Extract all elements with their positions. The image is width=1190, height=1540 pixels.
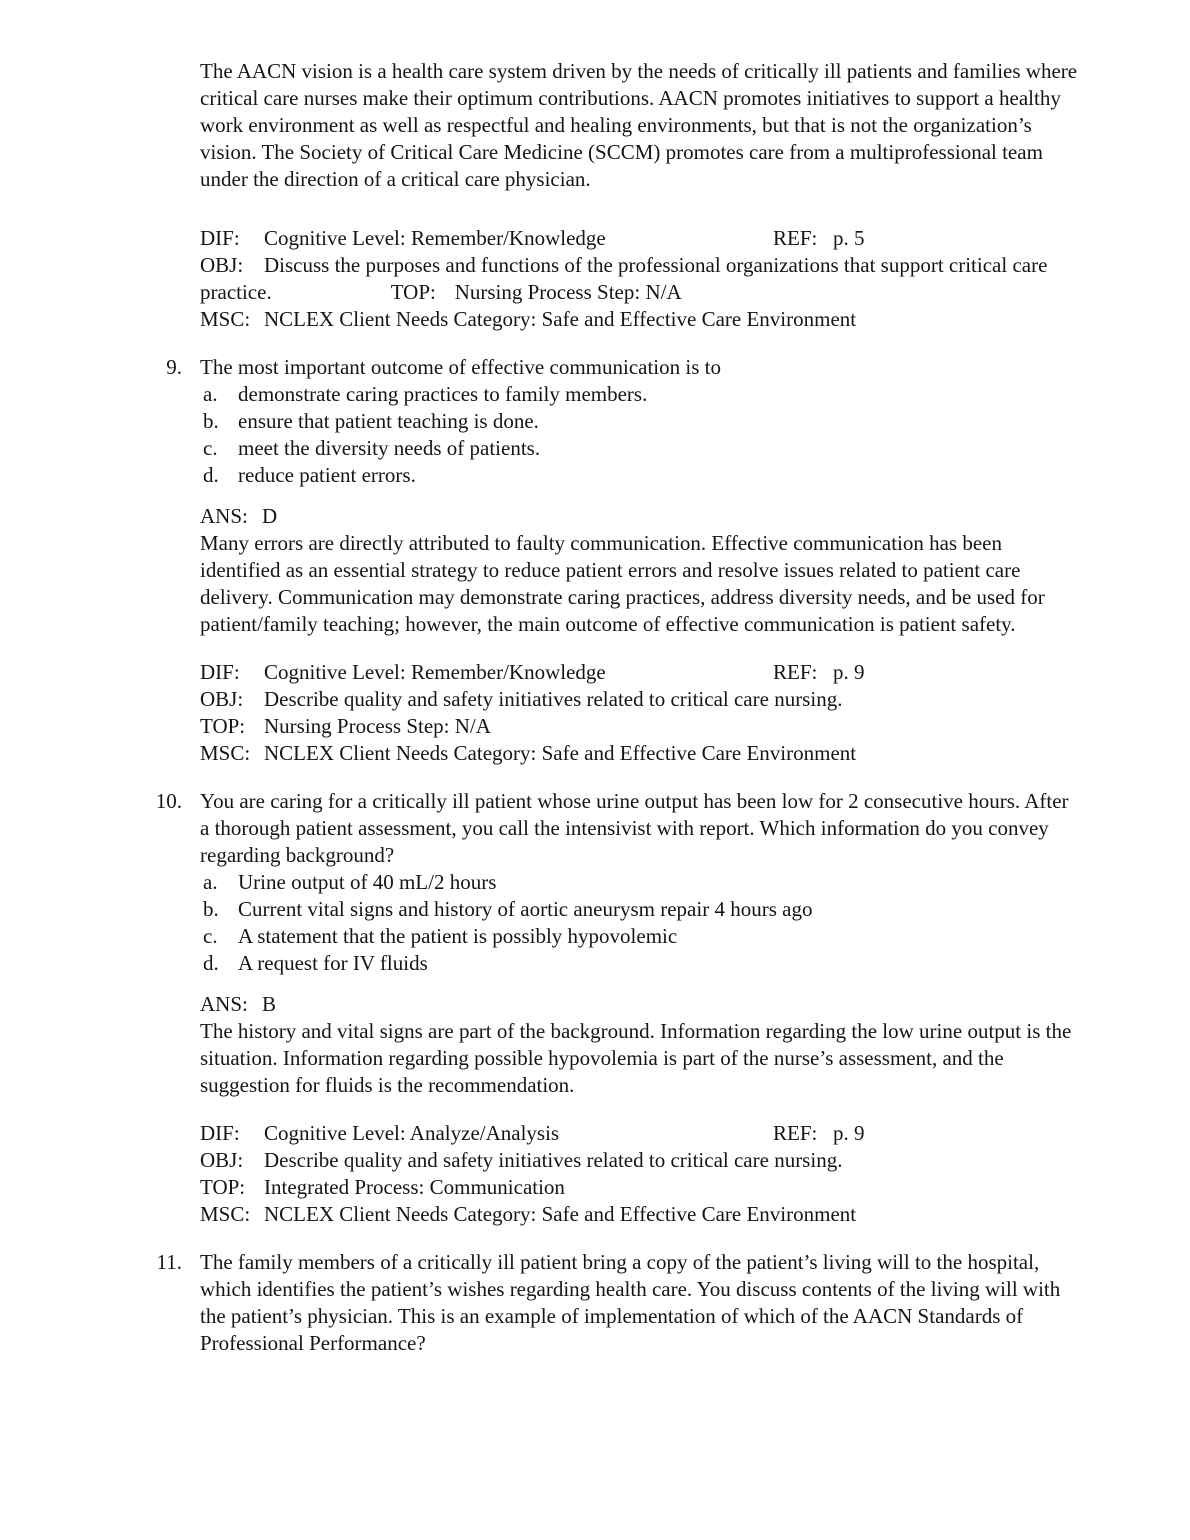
obj-value: Describe quality and safety initiatives related to critical care nursing.: [264, 687, 843, 711]
ans-label: ANS:: [200, 504, 248, 528]
top-value: Nursing Process Step: N/A: [454, 280, 682, 304]
msc-label: MSC:: [200, 307, 251, 331]
option-letter: d.: [203, 951, 219, 975]
meta-line-top: [200, 1174, 1082, 1201]
option-letter: b.: [203, 897, 219, 921]
top-value: Integrated Process: Communication: [264, 1175, 565, 1199]
meta-line-msc: [200, 740, 1082, 767]
dif-value: Cognitive Level: Remember/Knowledge: [264, 660, 606, 684]
ref-value: p. 9: [833, 1121, 865, 1145]
option-c: [200, 435, 1082, 462]
option-text: A statement that the patient is possibly hypovolemic: [238, 924, 678, 948]
question-10-stem-row: [152, 788, 1082, 869]
option-c: [200, 923, 1082, 950]
option-b: [200, 896, 1082, 923]
question-9: [166, 354, 1082, 489]
answer-10-block: [200, 991, 1082, 1099]
option-letter: b.: [203, 409, 219, 433]
answer-rationale: The history and vital signs are part of the background. Information regarding the low urine output is the situation. Information regarding possible hypovolemia is part of the nurse’s assessment, and the suggestion for fluids is the recommendation.: [200, 1019, 1072, 1097]
option-text: A request for IV fluids: [238, 951, 428, 975]
ref-label: REF:: [773, 660, 818, 684]
ref-value: p. 5: [833, 226, 865, 250]
obj-value: Describe quality and safety initiatives related to critical care nursing.: [264, 1148, 843, 1172]
page-content: [155, 58, 1082, 1357]
answer-9-block: [200, 503, 1082, 638]
option-letter: a.: [203, 382, 218, 406]
carryover-meta-block: [200, 225, 1082, 333]
carryover-rationale-paragraph: The AACN vision is a health care system driven by the needs of critically ill patients and families where critical care nurses make their optimum contributions. AACN promotes initiatives to support a healthy work environment as well as respectful and healing environments, but that is not the organization’s vision. The Society of Critical Care Medicine (SCCM) promotes care from a multiprofessional team under the direction of a critical care physician.: [200, 59, 1078, 191]
ref-group: [773, 1120, 865, 1147]
msc-value: NCLEX Client Needs Category: Safe and Effective Care Environment: [264, 307, 857, 331]
ref-group: [773, 659, 865, 686]
meta-line-msc: [200, 1201, 1082, 1228]
option-a: [200, 869, 1082, 896]
meta-line-dif: [200, 225, 1082, 252]
option-text: Urine output of 40 mL/2 hours: [238, 870, 497, 894]
obj-label: OBJ:: [200, 687, 244, 711]
option-letter: a.: [203, 870, 218, 894]
question-stem: The most important outcome of effective communication is to: [200, 355, 721, 379]
option-letter: c.: [203, 436, 218, 460]
ref-label: REF:: [773, 226, 818, 250]
option-a: [200, 381, 1082, 408]
ref-group: [773, 225, 865, 252]
msc-value: NCLEX Client Needs Category: Safe and Effective Care Environment: [264, 1202, 857, 1226]
msc-value: NCLEX Client Needs Category: Safe and Effective Care Environment: [264, 741, 857, 765]
obj-label: OBJ:: [200, 253, 244, 277]
meta-line-top: [200, 713, 1082, 740]
option-text: meet the diversity needs of patients.: [238, 436, 541, 460]
question-number: 9.: [166, 355, 182, 379]
option-letter: c.: [203, 924, 218, 948]
dif-value: Cognitive Level: Remember/Knowledge: [264, 226, 606, 250]
dif-label: DIF:: [200, 660, 240, 684]
meta-line-obj: [200, 1147, 1082, 1174]
option-text: reduce patient errors.: [238, 463, 416, 487]
option-text: ensure that patient teaching is done.: [238, 409, 539, 433]
option-letter: d.: [203, 463, 219, 487]
top-label: TOP:: [390, 280, 436, 304]
option-b: [200, 408, 1082, 435]
question-10: [155, 788, 1082, 977]
question-number: 11.: [156, 1250, 182, 1274]
option-text: Current vital signs and history of aortic aneurysm repair 4 hours ago: [238, 897, 813, 921]
question-stem: You are caring for a critically ill patient whose urine output has been low for 2 consecutive hours. After a thorough patient assessment, you call the intensivist with report. Which information do you convey regarding background?: [200, 789, 1069, 867]
obj-value: Discuss the purposes and functions of the professional organizations that support critical care practice.: [200, 253, 1048, 304]
meta-line-obj: [200, 686, 1082, 713]
ref-value: p. 9: [833, 660, 865, 684]
obj-label: OBJ:: [200, 1148, 244, 1172]
question-10-options: [200, 869, 1082, 977]
question-9-options: [200, 381, 1082, 489]
ans-label: ANS:: [200, 992, 248, 1016]
dif-value: Cognitive Level: Analyze/Analysis: [264, 1121, 560, 1145]
answer-line: [200, 503, 1082, 530]
meta-line-obj-top: [200, 252, 1082, 306]
question-11-stem-row: [152, 1249, 1082, 1357]
top-value: Nursing Process Step: N/A: [264, 714, 491, 738]
answer-rationale: Many errors are directly attributed to faulty communication. Effective communication has been identified as an essential strategy to reduce patient errors and resolve issues related to patient care delivery. Communication may demonstrate caring practices, address diversity needs, and be used for patient/family teaching; however, the main outcome of effective communication is patient safety.: [200, 531, 1045, 636]
question-11: [156, 1249, 1082, 1357]
option-d: [200, 950, 1082, 977]
meta-line-dif: [200, 1120, 1082, 1147]
meta-line-dif: [200, 659, 1082, 686]
question-number: 10.: [155, 789, 182, 813]
question-9-meta-block: [200, 659, 1082, 767]
question-10-meta-block: [200, 1120, 1082, 1228]
answer-line: [200, 991, 1082, 1018]
ref-label: REF:: [773, 1121, 818, 1145]
top-label: TOP:: [200, 714, 246, 738]
top-label: TOP:: [200, 1175, 246, 1199]
dif-label: DIF:: [200, 226, 240, 250]
question-9-stem-row: [152, 354, 1082, 381]
dif-label: DIF:: [200, 1121, 240, 1145]
msc-label: MSC:: [200, 1202, 251, 1226]
option-d: [200, 462, 1082, 489]
option-text: demonstrate caring practices to family members.: [238, 382, 648, 406]
answer-letter: D: [262, 504, 278, 528]
meta-line-msc: [200, 306, 1082, 333]
answer-letter: B: [262, 992, 277, 1016]
question-stem: The family members of a critically ill patient bring a copy of the patient’s living will to the hospital, which identifies the patient’s wishes regarding health care. You discuss contents of the living will with the patient’s physician. This is an example of implementation of which of the AACN Standards of Professional Performance?: [200, 1250, 1061, 1355]
msc-label: MSC:: [200, 741, 251, 765]
